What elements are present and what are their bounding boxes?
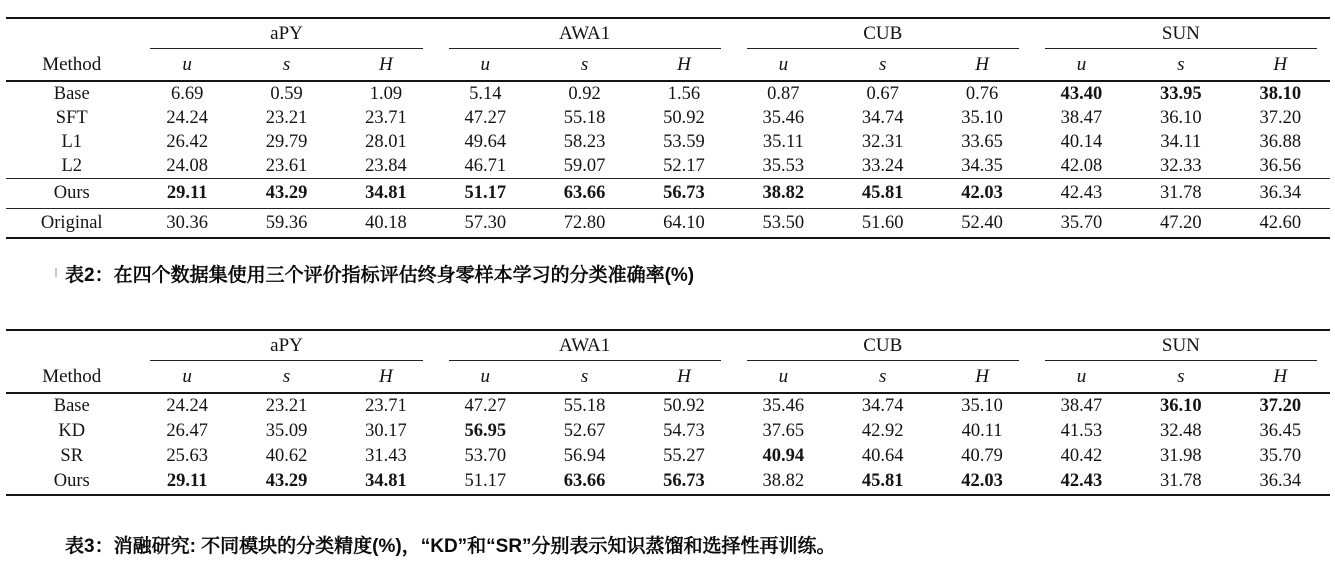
method-cell: Original xyxy=(6,209,137,239)
value-cell: 34.35 xyxy=(961,155,1003,176)
dataset-group-label: AWA1 xyxy=(559,23,611,44)
value-cell: 31.98 xyxy=(1160,446,1202,466)
table-row xyxy=(6,444,1330,469)
value-cell: 30.17 xyxy=(365,421,407,441)
value-cell: 25.63 xyxy=(166,446,208,466)
dataset-group-label: SUN xyxy=(1161,335,1200,356)
value-cell: 34.81 xyxy=(336,179,435,209)
table-row xyxy=(6,154,1330,179)
table-2-caption-text: 表2：在四个数据集使用三个评价指标评估终身零样本学习的分类准确率(%) xyxy=(65,265,695,286)
value-cell: 36.45 xyxy=(1259,421,1302,441)
metric-column-header: s xyxy=(535,361,634,393)
value-cell: 59.36 xyxy=(237,209,336,239)
value-cell: 23.71 xyxy=(365,396,407,416)
value-cell: 31.78 xyxy=(1160,471,1202,491)
dataset-group-label: aPY xyxy=(270,335,303,356)
value-cell: 58.23 xyxy=(563,131,606,152)
value-cell: 53.70 xyxy=(464,446,507,466)
method-cell: L1 xyxy=(61,131,83,152)
table-3 xyxy=(6,329,1330,496)
value-cell: 51.17 xyxy=(464,471,507,491)
value-cell: 1.09 xyxy=(369,83,403,104)
value-cell: 40.94 xyxy=(762,446,805,466)
metric-column-header: H xyxy=(932,361,1031,393)
metric-column-header: u xyxy=(734,361,833,393)
corner-spacer xyxy=(6,330,137,361)
method-cell: Base xyxy=(53,83,90,104)
table-3-caption-text: 表3：消融研究: 不同模块的分类精度(%)，“KD”和“SR”分别表示知识蒸馏和选择性再训练。 xyxy=(65,536,836,557)
value-cell: 42.43 xyxy=(1060,471,1103,491)
dataset-group-label: AWA1 xyxy=(559,335,611,356)
value-cell: 35.10 xyxy=(961,107,1003,128)
value-cell: 50.92 xyxy=(663,396,705,416)
value-cell: 47.27 xyxy=(464,107,507,128)
value-cell: 49.64 xyxy=(464,131,507,152)
value-cell: 35.46 xyxy=(762,107,805,128)
value-cell: 36.10 xyxy=(1160,107,1202,128)
metric-column-header: u xyxy=(137,49,236,81)
method-cell: Ours xyxy=(6,179,137,209)
table-2-caption xyxy=(0,262,1335,289)
metric-column-header: s xyxy=(1131,49,1230,81)
metric-column-header: u xyxy=(734,49,833,81)
value-cell: 40.18 xyxy=(336,209,435,239)
value-cell: 53.50 xyxy=(734,209,833,239)
table-2 xyxy=(6,17,1330,239)
value-cell: 23.84 xyxy=(365,155,407,176)
metric-column-header: H xyxy=(336,49,435,81)
value-cell: 37.20 xyxy=(1259,396,1302,416)
value-cell: 23.61 xyxy=(265,155,308,176)
value-cell: 51.60 xyxy=(833,209,932,239)
value-cell: 35.70 xyxy=(1259,446,1302,466)
table-row xyxy=(6,130,1330,154)
value-cell: 45.81 xyxy=(833,179,932,209)
metric-column-header: H xyxy=(932,49,1031,81)
value-cell: 0.76 xyxy=(965,83,999,104)
value-cell: 38.82 xyxy=(762,471,805,491)
value-cell: 40.64 xyxy=(861,446,904,466)
method-cell: Ours xyxy=(53,471,90,491)
paper-page xyxy=(0,17,1335,575)
value-cell: 34.81 xyxy=(365,471,407,491)
value-cell: 29.11 xyxy=(166,471,208,491)
method-cell: Base xyxy=(53,396,90,416)
method-cell: SR xyxy=(60,446,84,466)
value-cell: 6.69 xyxy=(170,83,204,104)
table-row xyxy=(6,469,1330,495)
dataset-group-header xyxy=(734,330,1032,361)
metric-column-header: s xyxy=(237,361,336,393)
table-row xyxy=(6,419,1330,444)
metric-column-header: u xyxy=(436,361,535,393)
value-cell: 42.43 xyxy=(1032,179,1131,209)
metric-column-header: s xyxy=(237,49,336,81)
value-cell: 55.18 xyxy=(563,396,606,416)
value-cell: 59.07 xyxy=(563,155,606,176)
stray-mark-artifact xyxy=(55,268,57,277)
value-cell: 56.73 xyxy=(663,471,705,491)
value-cell: 36.10 xyxy=(1160,396,1202,416)
value-cell: 56.73 xyxy=(634,179,733,209)
value-cell: 34.74 xyxy=(861,396,904,416)
dataset-group-label: CUB xyxy=(863,335,903,356)
value-cell: 42.92 xyxy=(861,421,904,441)
value-cell: 24.24 xyxy=(166,107,208,128)
value-cell: 38.82 xyxy=(734,179,833,209)
value-cell: 34.11 xyxy=(1160,131,1202,152)
value-cell: 40.62 xyxy=(265,446,308,466)
table-3-caption xyxy=(0,533,1335,560)
metric-column-header: u xyxy=(1032,361,1131,393)
value-cell: 54.73 xyxy=(663,421,705,441)
value-cell: 35.70 xyxy=(1032,209,1131,239)
value-cell: 36.34 xyxy=(1231,179,1331,209)
metric-column-header: s xyxy=(833,49,932,81)
value-cell: 53.59 xyxy=(663,131,705,152)
value-cell: 23.21 xyxy=(265,107,308,128)
value-cell: 33.24 xyxy=(861,155,904,176)
dataset-group-header xyxy=(436,18,734,49)
method-cell: L2 xyxy=(61,155,83,176)
value-cell: 38.10 xyxy=(1259,83,1302,104)
value-cell: 52.67 xyxy=(563,421,606,441)
value-cell: 36.34 xyxy=(1259,471,1302,491)
metric-column-header: H xyxy=(1231,361,1331,393)
dataset-group-header xyxy=(1032,18,1330,49)
method-cell: SFT xyxy=(55,107,88,128)
value-cell: 55.27 xyxy=(663,446,705,466)
value-cell: 42.03 xyxy=(961,471,1003,491)
table-row xyxy=(6,81,1330,106)
value-cell: 63.66 xyxy=(535,179,634,209)
value-cell: 41.53 xyxy=(1060,421,1103,441)
table-row xyxy=(6,393,1330,419)
value-cell: 40.79 xyxy=(961,446,1003,466)
value-cell: 47.27 xyxy=(464,396,507,416)
value-cell: 40.42 xyxy=(1060,446,1103,466)
dataset-group-header xyxy=(137,330,435,361)
value-cell: 26.42 xyxy=(166,131,208,152)
dataset-group-header xyxy=(137,18,435,49)
value-cell: 35.10 xyxy=(961,396,1003,416)
value-cell: 31.78 xyxy=(1131,179,1230,209)
value-cell: 35.46 xyxy=(762,396,805,416)
value-cell: 5.14 xyxy=(469,83,502,104)
value-cell: 23.21 xyxy=(265,396,308,416)
dataset-group-header-row xyxy=(6,18,1330,49)
value-cell: 56.95 xyxy=(464,421,507,441)
metric-column-header: H xyxy=(634,361,733,393)
value-cell: 30.36 xyxy=(137,209,236,239)
value-cell: 52.17 xyxy=(663,155,705,176)
value-cell: 0.87 xyxy=(767,83,800,104)
value-cell: 23.71 xyxy=(365,107,407,128)
dataset-group-header-row xyxy=(6,330,1330,361)
value-cell: 29.11 xyxy=(137,179,236,209)
value-cell: 35.53 xyxy=(762,155,805,176)
dataset-group-label: aPY xyxy=(270,23,303,44)
metric-column-header: H xyxy=(634,49,733,81)
metric-column-header: s xyxy=(1131,361,1230,393)
metric-column-header: s xyxy=(833,361,932,393)
metric-header-row xyxy=(6,361,1330,393)
value-cell: 50.92 xyxy=(663,107,705,128)
dataset-group-header xyxy=(1032,330,1330,361)
value-cell: 35.11 xyxy=(762,131,804,152)
value-cell: 24.24 xyxy=(166,396,208,416)
value-cell: 0.59 xyxy=(270,83,303,104)
metric-column-header: u xyxy=(137,361,236,393)
value-cell: 43.29 xyxy=(237,179,336,209)
value-cell: 57.30 xyxy=(436,209,535,239)
value-cell: 31.43 xyxy=(365,446,407,466)
value-cell: 32.48 xyxy=(1160,421,1202,441)
value-cell: 42.08 xyxy=(1060,155,1103,176)
metric-header-row xyxy=(6,49,1330,81)
value-cell: 34.74 xyxy=(861,107,904,128)
table-row xyxy=(6,179,1330,209)
value-cell: 64.10 xyxy=(634,209,733,239)
value-cell: 63.66 xyxy=(563,471,606,491)
value-cell: 42.03 xyxy=(932,179,1031,209)
value-cell: 28.01 xyxy=(365,131,407,152)
value-cell: 0.67 xyxy=(866,83,899,104)
value-cell: 38.47 xyxy=(1060,396,1103,416)
dataset-group-header xyxy=(436,330,734,361)
value-cell: 55.18 xyxy=(563,107,606,128)
value-cell: 33.95 xyxy=(1160,83,1202,104)
value-cell: 56.94 xyxy=(563,446,606,466)
method-cell: KD xyxy=(58,421,86,441)
value-cell: 35.09 xyxy=(265,421,308,441)
dataset-group-header xyxy=(734,18,1032,49)
value-cell: 32.33 xyxy=(1160,155,1202,176)
value-cell: 43.29 xyxy=(265,471,308,491)
value-cell: 24.08 xyxy=(166,155,208,176)
value-cell: 45.81 xyxy=(861,471,904,491)
value-cell: 47.20 xyxy=(1131,209,1230,239)
value-cell: 33.65 xyxy=(961,131,1003,152)
metric-column-header: u xyxy=(436,49,535,81)
value-cell: 46.71 xyxy=(464,155,507,176)
method-column-header: Method xyxy=(6,49,137,81)
dataset-group-label: SUN xyxy=(1161,23,1200,44)
value-cell: 72.80 xyxy=(535,209,634,239)
method-column-header: Method xyxy=(6,361,137,393)
table-row xyxy=(6,106,1330,130)
table-row xyxy=(6,209,1330,239)
dataset-group-label: CUB xyxy=(863,23,903,44)
value-cell: 51.17 xyxy=(436,179,535,209)
value-cell: 0.92 xyxy=(568,83,601,104)
metric-column-header: H xyxy=(1231,49,1331,81)
metric-column-header: H xyxy=(336,361,435,393)
value-cell: 29.79 xyxy=(265,131,308,152)
value-cell: 52.40 xyxy=(932,209,1031,239)
value-cell: 1.56 xyxy=(667,83,701,104)
lifelong-zsl-results-table xyxy=(0,17,1335,239)
metric-column-header: u xyxy=(1032,49,1131,81)
metric-column-header: s xyxy=(535,49,634,81)
value-cell: 26.47 xyxy=(166,421,208,441)
value-cell: 32.31 xyxy=(861,131,904,152)
value-cell: 36.88 xyxy=(1259,131,1302,152)
value-cell: 43.40 xyxy=(1060,83,1103,104)
value-cell: 42.60 xyxy=(1231,209,1331,239)
value-cell: 40.14 xyxy=(1060,131,1103,152)
value-cell: 38.47 xyxy=(1060,107,1103,128)
value-cell: 36.56 xyxy=(1259,155,1302,176)
value-cell: 37.65 xyxy=(762,421,805,441)
value-cell: 37.20 xyxy=(1259,107,1302,128)
corner-spacer xyxy=(6,18,137,49)
value-cell: 40.11 xyxy=(961,421,1003,441)
ablation-study-table xyxy=(0,329,1335,496)
